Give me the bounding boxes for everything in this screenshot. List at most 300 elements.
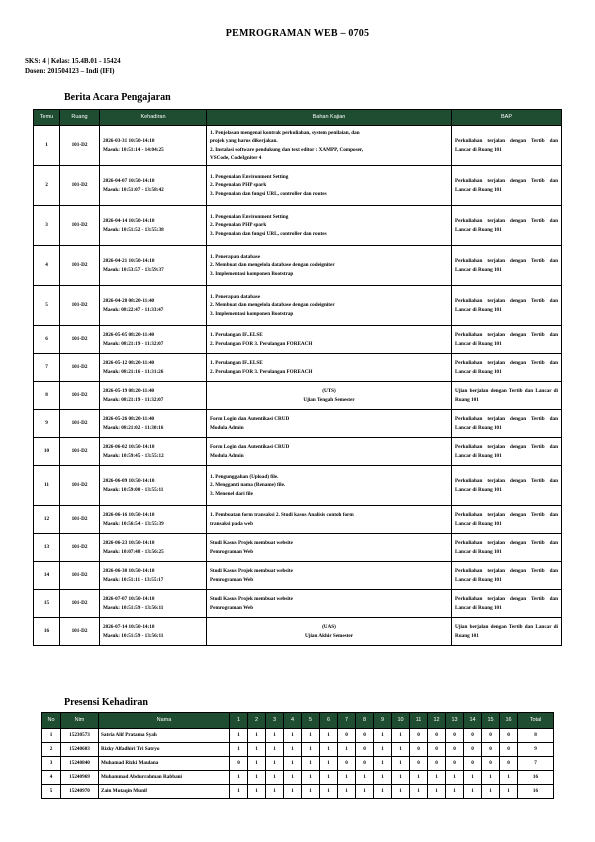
meeting-number: 7 [34, 354, 60, 382]
attendance-mark: 0 [500, 757, 518, 771]
room: 101-D2 [60, 246, 100, 286]
attendance-time [100, 166, 207, 206]
attendance-mark: 0 [464, 729, 482, 743]
attendance-mark: 1 [410, 785, 428, 799]
attendance-time [100, 534, 207, 562]
attendance-total: 16 [518, 785, 554, 799]
material-line: Pemrograman Web [210, 604, 254, 611]
room: 101-D2 [60, 382, 100, 410]
attendance-line: 2026-04-21 10:50-14:10 [103, 258, 155, 265]
study-material [207, 438, 452, 466]
attendance-mark: 1 [320, 729, 338, 743]
material-line: 1. Pembuatan form transaksi 2. Studi kasus Analisis contoh form [210, 512, 354, 519]
study-material [207, 166, 452, 206]
attendance-mark: 1 [410, 771, 428, 785]
material-line: Studi Kasus Projek membuat website [210, 596, 293, 603]
attendance-mark: 0 [410, 743, 428, 757]
material-line: Modula Admin [210, 452, 244, 459]
attendance-line: 2026-04-07 10:50-14:10 [103, 178, 155, 185]
attendance-total: 16 [518, 771, 554, 785]
student-row [42, 729, 554, 743]
room: 101-D2 [60, 410, 100, 438]
attendance-mark: 1 [356, 785, 374, 799]
attendance-mark: 0 [464, 743, 482, 757]
material-line: (UAS) [322, 624, 336, 631]
attendance-header-cell: 8 [356, 713, 374, 729]
bap-note: Perkuliahan terjalan dengan Tertib dan Lancar di Ruang 101 [452, 562, 562, 590]
study-material [207, 590, 452, 618]
attendance-mark: 1 [374, 729, 392, 743]
room: 101-D2 [60, 286, 100, 326]
material-line: transaksi pada web [210, 520, 253, 527]
page-title: PEMROGRAMAN WEB – 0705 [225, 28, 370, 39]
attendance-mark: 1 [374, 785, 392, 799]
attendance-total: 9 [518, 743, 554, 757]
material-line: 3. Implementasi komponen Bootstrap [210, 270, 294, 277]
attendance-header-cell: 7 [338, 713, 356, 729]
attendance-line: Masuk: 10:51:14 - 14:04:25 [103, 146, 164, 153]
room: 101-D2 [60, 126, 100, 166]
attendance-mark: 1 [320, 785, 338, 799]
bap-row [34, 618, 562, 646]
student-name: Rizky Alfadhiri Tri Satryo [99, 743, 230, 757]
attendance-header-cell: 9 [374, 713, 392, 729]
attendance-time [100, 246, 207, 286]
attendance-total: 8 [518, 729, 554, 743]
meeting-number: 16 [34, 618, 60, 646]
attendance-mark: 1 [446, 771, 464, 785]
student-nim: 15230573 [61, 729, 99, 743]
study-material [207, 326, 452, 354]
material-line: 3. Pengenalan dan fungsi URL, controller dan routes [210, 190, 327, 197]
study-material [207, 126, 452, 166]
material-line: 3. Pengenalan dan fungsi URL, controller dan routes [210, 230, 327, 237]
attendance-header-cell: 1 [230, 713, 248, 729]
study-material [207, 286, 452, 326]
meeting-number: 9 [34, 410, 60, 438]
student-nim: 15240603 [61, 743, 99, 757]
student-nim: 15240840 [61, 757, 99, 771]
attendance-mark: 1 [302, 743, 320, 757]
bap-header-row [34, 110, 562, 126]
meeting-number: 3 [34, 206, 60, 246]
attendance-mark: 1 [248, 757, 266, 771]
attendance-mark: 1 [248, 743, 266, 757]
attendance-line: 2026-05-12 08:20-11:40 [103, 360, 155, 367]
attendance-header-cell: 16 [500, 713, 518, 729]
attendance-mark: 1 [392, 771, 410, 785]
material-line: 1. Perulangan IF..ELSE [210, 332, 263, 339]
material-line: 1. Penerapan database [210, 294, 261, 301]
attendance-mark: 1 [374, 771, 392, 785]
meeting-number: 4 [34, 246, 60, 286]
material-line: Pemrograman Web [210, 548, 254, 555]
bap-header-cell: BAP [452, 110, 562, 126]
study-material [207, 534, 452, 562]
attendance-mark: 1 [320, 771, 338, 785]
attendance-mark: 0 [446, 729, 464, 743]
bap-row [34, 438, 562, 466]
attendance-mark: 1 [482, 771, 500, 785]
attendance-mark: 1 [374, 743, 392, 757]
attendance-line: Masuk: 10:51:11 - 13:55:17 [103, 576, 164, 583]
bap-note: Perkuliahan terjalan dengan Tertib dan Lancar di Ruang 101 [452, 354, 562, 382]
material-line: Pemrograman Web [210, 576, 254, 583]
material-line: 1. Perulangan IF..ELSE [210, 360, 263, 367]
attendance-mark: 1 [428, 785, 446, 799]
attendance-line: Masuk: 10:51:59 - 13:56:11 [103, 632, 164, 639]
meeting-number: 2 [34, 166, 60, 206]
attendance-mark: 0 [356, 729, 374, 743]
meeting-number: 12 [34, 506, 60, 534]
attendance-header-cell: 12 [428, 713, 446, 729]
student-no: 3 [42, 757, 61, 771]
attendance-line: Masuk: 10:51:59 - 13:56:11 [103, 604, 164, 611]
material-line: Studi Kasus Projek membuat website [210, 540, 293, 547]
material-line: 1. Penerapan database [210, 254, 261, 261]
material-line: 1. Pengenalan Environment Setting [210, 174, 289, 181]
attendance-header-cell: 3 [266, 713, 284, 729]
attendance-mark: 1 [230, 729, 248, 743]
material-line: 2. Perulangan FOR 3. Perulangan FOREACH [210, 368, 313, 375]
attendance-time [100, 410, 207, 438]
bap-row [34, 286, 562, 326]
attendance-line: Masuk: 10:56:54 - 13:55:39 [103, 520, 164, 527]
attendance-line: Masuk: 08:21:16 - 11:31:26 [103, 368, 164, 375]
meeting-number: 10 [34, 438, 60, 466]
study-material [207, 382, 452, 410]
attendance-header-cell: No [42, 713, 61, 729]
attendance-line: 2026-05-19 08:20-11:40 [103, 388, 155, 395]
attendance-mark: 1 [266, 729, 284, 743]
student-row [42, 757, 554, 771]
student-nim: 15240970 [61, 785, 99, 799]
attendance-mark: 0 [500, 729, 518, 743]
attendance-time [100, 506, 207, 534]
student-no: 5 [42, 785, 61, 799]
room: 101-D2 [60, 438, 100, 466]
attendance-mark: 1 [428, 771, 446, 785]
attendance-mark: 1 [500, 771, 518, 785]
bap-row [34, 590, 562, 618]
attendance-mark: 1 [230, 743, 248, 757]
attendance-mark: 0 [356, 757, 374, 771]
student-name: Zain Mutaqin Munif [99, 785, 230, 799]
attendance-mark: 0 [230, 757, 248, 771]
bap-row [34, 354, 562, 382]
attendance-time [100, 590, 207, 618]
attendance-header-row [42, 713, 554, 729]
attendance-mark: 1 [284, 757, 302, 771]
attendance-header-cell: 2 [248, 713, 266, 729]
attendance-mark: 1 [266, 743, 284, 757]
attendance-mark: 0 [410, 729, 428, 743]
material-line: Ujian Tengah Semester [303, 396, 355, 403]
attendance-mark: 1 [392, 729, 410, 743]
bap-note: Perkuliahan terjalan dengan Tertib dan Lancar di Ruang 101 [452, 166, 562, 206]
material-line: 1. Penjelasan mengenai kontrak perkuliahan, system penilaian, dan [210, 130, 360, 137]
attendance-mark: 1 [374, 757, 392, 771]
material-line: 2. Pengenalan PHP spark [210, 182, 267, 189]
attendance-line: 2026-05-05 08:20-11:40 [103, 332, 155, 339]
attendance-time [100, 466, 207, 506]
attendance-line: Masuk: 10:51:07 - 13:58:42 [103, 186, 164, 193]
bap-header-cell: Temu [34, 110, 60, 126]
attendance-header-cell: Total [518, 713, 554, 729]
material-line: 2. Membuat dan mengelola database dengan codeigniter [210, 302, 335, 309]
material-line: Form Login dan Autentikasi CRUD [210, 444, 290, 451]
bap-table [33, 109, 562, 646]
attendance-mark: 1 [338, 771, 356, 785]
attendance-mark: 0 [338, 757, 356, 771]
meeting-number: 13 [34, 534, 60, 562]
attendance-mark: 0 [428, 743, 446, 757]
attendance-line: Masuk: 08:22:47 - 11:33:47 [103, 306, 164, 313]
bap-note: Ujian berjalan dengan Tertib dan Lancar di Ruang 101 [452, 618, 562, 646]
attendance-mark: 1 [320, 757, 338, 771]
attendance-line: Masuk: 10:51:52 - 13:55:38 [103, 226, 164, 233]
student-no: 2 [42, 743, 61, 757]
student-no: 4 [42, 771, 61, 785]
attendance-line: 2026-07-14 10:50-14:10 [103, 624, 155, 631]
room: 101-D2 [60, 534, 100, 562]
attendance-mark: 0 [428, 757, 446, 771]
student-name: Muhamad Rizki Maulana [99, 757, 230, 771]
attendance-mark: 1 [284, 729, 302, 743]
room: 101-D2 [60, 618, 100, 646]
attendance-mark: 1 [338, 785, 356, 799]
attendance-line: Masuk: 10:59:45 - 13:55:12 [103, 452, 164, 459]
attendance-mark: 1 [266, 757, 284, 771]
attendance-time [100, 438, 207, 466]
material-line: (UTS) [322, 388, 336, 395]
attendance-time [100, 382, 207, 410]
bap-row [34, 562, 562, 590]
attendance-mark: 1 [302, 757, 320, 771]
student-no: 1 [42, 729, 61, 743]
attendance-mark: 1 [464, 785, 482, 799]
bap-note: Perkuliahan terjalan dengan Tertib dan Lancar di Ruang 101 [452, 534, 562, 562]
attendance-mark: 1 [302, 771, 320, 785]
study-material [207, 562, 452, 590]
attendance-time [100, 562, 207, 590]
attendance-mark: 1 [248, 729, 266, 743]
attendance-time [100, 126, 207, 166]
study-material [207, 506, 452, 534]
student-row [42, 785, 554, 799]
bap-heading: Berita Acara Pengajaran [64, 92, 171, 103]
room: 101-D2 [60, 354, 100, 382]
bap-row [34, 506, 562, 534]
attendance-line: Masuk: 10:59:00 - 13:55:11 [103, 486, 164, 493]
meeting-number: 15 [34, 590, 60, 618]
room: 101-D2 [60, 166, 100, 206]
material-line: 2. Perulangan FOR 3. Perulangan FOREACH [210, 340, 313, 347]
study-material [207, 466, 452, 506]
bap-row [34, 466, 562, 506]
bap-row [34, 166, 562, 206]
attendance-time [100, 286, 207, 326]
student-name: Muhammad Abdurrahman Rabbani [99, 771, 230, 785]
attendance-header-cell: 15 [482, 713, 500, 729]
attendance-mark: 0 [482, 743, 500, 757]
material-line: 1. Pengenalan Environment Setting [210, 214, 289, 221]
material-line: Ujian Akhir Semester [304, 632, 354, 639]
attendance-mark: 0 [464, 757, 482, 771]
attendance-mark: 1 [248, 785, 266, 799]
bap-note: Perkuliahan terjalan dengan Tertib dan Lancar di Ruang 101 [452, 286, 562, 326]
attendance-heading: Presensi Kehadiran [64, 697, 148, 708]
material-line: 2. Instalasi software pendukung dan text editor : XAMPP, Composer, [210, 146, 364, 153]
bap-row [34, 382, 562, 410]
bap-note: Perkuliahan terjalan dengan Tertib dan Lancar di Ruang 101 [452, 466, 562, 506]
attendance-header-cell: 11 [410, 713, 428, 729]
room: 101-D2 [60, 326, 100, 354]
attendance-header-cell: Nim [61, 713, 99, 729]
attendance-mark: 0 [446, 743, 464, 757]
bap-note: Perkuliahan terjalan dengan Tertib dan Lancar di Ruang 101 [452, 326, 562, 354]
room: 101-D2 [60, 506, 100, 534]
attendance-line: 2026-05-26 08:20-11:40 [103, 416, 155, 423]
attendance-line: 2026-06-30 10:50-14:10 [103, 568, 155, 575]
material-line: 2. Membuat dan mengelola database dengan codeigniter [210, 262, 335, 269]
attendance-line: 2026-04-28 08:20-11:40 [103, 298, 155, 305]
attendance-mark: 1 [500, 785, 518, 799]
attendance-mark: 0 [482, 757, 500, 771]
bap-note: Perkuliahan terjalan dengan Tertib dan Lancar di Ruang 101 [452, 590, 562, 618]
study-material [207, 206, 452, 246]
bap-note: Perkuliahan terjalan dengan Tertib dan Lancar di Ruang 101 [452, 438, 562, 466]
attendance-mark: 0 [428, 729, 446, 743]
meeting-number: 8 [34, 382, 60, 410]
attendance-header-cell: 5 [302, 713, 320, 729]
attendance-line: Masuk: 08:21:19 - 11:32:07 [103, 340, 164, 347]
material-line: 1. Pengunggahan (Upload) file. [210, 474, 279, 481]
attendance-time [100, 354, 207, 382]
bap-note: Ujian berjalan dengan Tertib dan Lancar di Ruang 101 [452, 382, 562, 410]
bap-row [34, 326, 562, 354]
attendance-mark: 1 [302, 729, 320, 743]
attendance-mark: 1 [230, 771, 248, 785]
meeting-number: 1 [34, 126, 60, 166]
bap-row [34, 246, 562, 286]
lecturer-info: Dosen: 201504123 – Indi (IFI) [25, 67, 115, 75]
attendance-mark: 1 [356, 771, 374, 785]
attendance-mark: 1 [392, 757, 410, 771]
bap-row [34, 534, 562, 562]
study-material [207, 410, 452, 438]
student-row [42, 771, 554, 785]
attendance-line: Masuk: 08:21:02 - 11:30:16 [103, 424, 164, 431]
student-nim: 15240969 [61, 771, 99, 785]
attendance-mark: 1 [446, 785, 464, 799]
attendance-mark: 0 [410, 757, 428, 771]
material-line: 2. Mengganti nama (Rename) file. [210, 482, 286, 489]
attendance-mark: 1 [320, 743, 338, 757]
attendance-line: Masuk: 10:07:48 - 13:56:25 [103, 548, 164, 555]
attendance-time [100, 326, 207, 354]
material-line: Studi Kasus Projek membuat website [210, 568, 293, 575]
attendance-header-cell: 10 [392, 713, 410, 729]
attendance-line: Masuk: 10:53:57 - 13:59:37 [103, 266, 164, 273]
bap-row [34, 206, 562, 246]
study-material [207, 618, 452, 646]
attendance-total: 7 [518, 757, 554, 771]
room: 101-D2 [60, 206, 100, 246]
attendance-mark: 0 [446, 757, 464, 771]
material-line: VSCode, CodeIgniter 4 [210, 154, 262, 161]
material-line: 3. Implementasi komponen Bootstrap [210, 310, 294, 317]
attendance-line: 2026-06-16 10:50-14:10 [103, 512, 155, 519]
attendance-mark: 1 [302, 785, 320, 799]
bap-header-cell: Bahan Kajian [207, 110, 452, 126]
attendance-header-cell: 4 [284, 713, 302, 729]
material-line: Form Login dan Autentikasi CRUD [210, 416, 290, 423]
attendance-table [41, 712, 554, 799]
bap-note: Perkuliahan terjalan dengan Tertib dan Lancar di Ruang 101 [452, 506, 562, 534]
attendance-time [100, 618, 207, 646]
meeting-number: 11 [34, 466, 60, 506]
meeting-number: 6 [34, 326, 60, 354]
attendance-mark: 1 [464, 771, 482, 785]
attendance-header-cell: 13 [446, 713, 464, 729]
attendance-mark: 0 [356, 743, 374, 757]
room: 101-D2 [60, 562, 100, 590]
attendance-mark: 1 [248, 771, 266, 785]
bap-note: Perkuliahan terjalan dengan Tertib dan Lancar di Ruang 101 [452, 246, 562, 286]
bap-row [34, 126, 562, 166]
material-line: projek yang harus dikerjakan. [210, 138, 278, 145]
meeting-number: 14 [34, 562, 60, 590]
material-line: 3. Menenel dari file [210, 490, 253, 497]
student-row [42, 743, 554, 757]
attendance-line: 2026-03-31 10:50-14:10 [103, 138, 155, 145]
material-line: 2. Pengenalan PHP spark [210, 222, 267, 229]
attendance-mark: 1 [230, 785, 248, 799]
attendance-header-cell: 14 [464, 713, 482, 729]
meeting-number: 5 [34, 286, 60, 326]
room: 101-D2 [60, 590, 100, 618]
course-info: SKS: 4 | Kelas: 15.4B.01 - 15424 [25, 57, 121, 65]
bap-note: Perkuliahan terjalan dengan Tertib dan Lancar di Ruang 101 [452, 126, 562, 166]
attendance-mark: 1 [266, 785, 284, 799]
attendance-line: Masuk: 08:21:19 - 11:32:07 [103, 396, 164, 403]
bap-header-cell: Kehadiran [100, 110, 207, 126]
study-material [207, 354, 452, 382]
material-line: Modula Admin [210, 424, 244, 431]
bap-header-cell: Ruang [60, 110, 100, 126]
room: 101-D2 [60, 466, 100, 506]
attendance-header-cell: Nama [99, 713, 230, 729]
bap-note: Perkuliahan terjalan dengan Tertib dan Lancar di Ruang 101 [452, 410, 562, 438]
attendance-mark: 0 [500, 743, 518, 757]
attendance-header-cell: 6 [320, 713, 338, 729]
bap-note: Perkuliahan terjalan dengan Tertib dan Lancar di Ruang 101 [452, 206, 562, 246]
study-material [207, 246, 452, 286]
attendance-mark: 1 [266, 771, 284, 785]
attendance-mark: 1 [482, 785, 500, 799]
attendance-line: 2026-07-07 10:50-14:10 [103, 596, 155, 603]
attendance-line: 2026-06-09 10:50-14:10 [103, 478, 155, 485]
attendance-mark: 0 [338, 729, 356, 743]
attendance-mark: 1 [392, 743, 410, 757]
attendance-mark: 1 [284, 771, 302, 785]
attendance-mark: 1 [284, 785, 302, 799]
attendance-mark: 1 [284, 743, 302, 757]
attendance-line: 2026-06-23 10:50-14:10 [103, 540, 155, 547]
attendance-time [100, 206, 207, 246]
bap-row [34, 410, 562, 438]
